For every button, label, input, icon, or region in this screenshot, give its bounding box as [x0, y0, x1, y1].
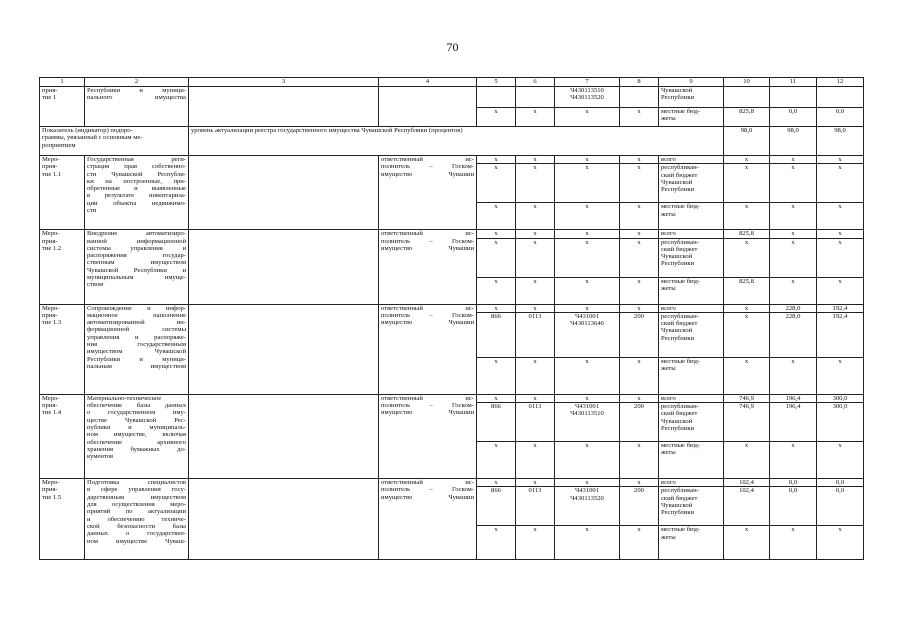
funding-source-cell: республикан- ский бюджет Чувашской Республики — [659, 403, 724, 442]
grbs-cell: 866 — [477, 487, 516, 526]
funding-source-cell: местные бюд- жеты — [659, 203, 724, 230]
column-number: 1 — [40, 78, 85, 87]
rz-cell: x — [516, 203, 555, 230]
vr-cell — [620, 87, 659, 108]
column-number: 3 — [189, 78, 379, 87]
measure-name-cell: Государственная реги- страция прав собственно- сти Чувашской Республи- ки на построенные, при- обретенные и выявленные в результате инвентариза- ции объекты недвижимо- сти — [85, 156, 189, 230]
grbs-cell: x — [477, 357, 516, 394]
column-number: 7 — [555, 78, 620, 87]
measure-empty-cell — [189, 156, 379, 230]
funding-source-cell: всего — [659, 394, 724, 402]
rz-cell: x — [516, 164, 555, 203]
value-2021-cell: x — [817, 156, 864, 164]
table-body — [40, 78, 864, 560]
value-2019-cell: 746,9 — [724, 394, 770, 402]
measure-name-cell: Материально-техническое обеспечение базы данных о государственном иму- ществе Чувашской Рес- публики и муниципаль- ном имуществе, включая обеспечение архивного хранения бумажных до- кументов — [85, 394, 189, 478]
vr-cell: 200 — [620, 403, 659, 442]
funding-source-cell: местные бюд- жеты — [659, 357, 724, 394]
csr-cell: Ч431001 Ч430113520 — [555, 487, 620, 526]
responsible-cell: ответственный ис- полнитель – Госком- имущество Чувашии — [379, 394, 477, 478]
csr-cell: x — [555, 304, 620, 312]
grbs-cell: x — [477, 156, 516, 164]
table-row — [40, 304, 864, 312]
vr-cell: x — [620, 394, 659, 402]
measure-empty-cell — [189, 479, 379, 560]
funding-source-cell: всего — [659, 479, 724, 487]
measure-number-cell: Меро- прия- тие 1.2 — [40, 230, 85, 304]
value-2021-cell: 0,0 — [817, 479, 864, 487]
csr-cell: x — [555, 164, 620, 203]
value-2019-cell: x — [724, 526, 770, 560]
rz-cell: x — [516, 238, 555, 277]
value-2021-cell: 192,4 — [817, 312, 864, 357]
value-2019-cell: 746,9 — [724, 403, 770, 442]
rz-cell: x — [516, 156, 555, 164]
funding-source-cell: местные бюд- жеты — [659, 442, 724, 479]
csr-cell: x — [555, 277, 620, 304]
grbs-cell: x — [477, 442, 516, 479]
value-2020-cell — [770, 87, 817, 108]
value-2020-cell: 196,4 — [770, 403, 817, 442]
csr-cell: x — [555, 479, 620, 487]
page-number: 70 — [446, 40, 459, 54]
funding-source-cell: Чувашской Республики — [659, 87, 724, 108]
funding-source-cell: местные бюд- жеты — [659, 108, 724, 127]
grbs-cell: x — [477, 394, 516, 402]
indicator-2020-cell: 98,0 — [770, 127, 817, 156]
csr-cell: x — [555, 442, 620, 479]
csr-cell: x — [555, 203, 620, 230]
value-2019-cell: x — [724, 304, 770, 312]
value-2019-cell: x — [724, 357, 770, 394]
rz-cell: x — [516, 479, 555, 487]
measure-name-cell: Республики и муници- пального имущества — [85, 87, 189, 127]
value-2020-cell: x — [770, 203, 817, 230]
grbs-cell: 866 — [477, 312, 516, 357]
vr-cell: x — [620, 442, 659, 479]
measure-empty-cell — [189, 394, 379, 478]
funding-source-cell: всего — [659, 230, 724, 238]
budget-table — [39, 77, 864, 560]
value-2020-cell: 228,0 — [770, 312, 817, 357]
rz-cell: x — [516, 394, 555, 402]
vr-cell: x — [620, 277, 659, 304]
value-2020-cell: x — [770, 156, 817, 164]
measure-empty-cell — [189, 87, 379, 127]
value-2020-cell: x — [770, 164, 817, 203]
value-2021-cell: 0,0 — [817, 487, 864, 526]
funding-source-cell: всего — [659, 156, 724, 164]
measure-name-cell: Сопровождение и инфор- мационное наполнение автоматизированной ин- формационной системы управления и распоряже- ния государственным имуществом Чувашской Республики и муници- пальным имуществом — [85, 304, 189, 394]
value-2021-cell: x — [817, 230, 864, 238]
value-2019-cell: 825,8 — [724, 277, 770, 304]
value-2019-cell: 825,8 — [724, 108, 770, 127]
measure-name-cell: Внедрение автоматизиро- ванной информационной системы управления и распоряжения государ- ственным имуществом Чувашской Республики и муниципальным имуще- ством — [85, 230, 189, 304]
value-2019-cell: x — [724, 164, 770, 203]
csr-cell: x — [555, 156, 620, 164]
measure-number-cell: прия- тие 1 — [40, 87, 85, 127]
measure-number-cell: Меро- прия- тие 1.4 — [40, 394, 85, 478]
value-2019-cell: 825,8 — [724, 230, 770, 238]
column-number: 11 — [770, 78, 817, 87]
indicator-label-cell: Показатель (индикатор) подпро- граммы, увязанный с основным ме- роприятием — [40, 127, 189, 156]
responsible-cell: ответственный ис- полнитель – Госком- имущество Чувашии — [379, 479, 477, 560]
vr-cell: x — [620, 203, 659, 230]
measure-name-cell: Подготовка специалистов в сфере управления госу- дарственным имуществом для осуществления меро- приятий по актуализации и обеспечению техниче- ской безопасности базы данных о государствен- ном имуществе Чуваш- — [85, 479, 189, 560]
grbs-cell: x — [477, 277, 516, 304]
column-number: 12 — [817, 78, 864, 87]
responsible-cell — [379, 87, 477, 127]
value-2020-cell: x — [770, 277, 817, 304]
grbs-cell: x — [477, 238, 516, 277]
rz-cell: x — [516, 277, 555, 304]
csr-cell: Ч431001 Ч430113640 — [555, 312, 620, 357]
value-2021-cell: x — [817, 238, 864, 277]
value-2020-cell: x — [770, 238, 817, 277]
rz-cell: x — [516, 442, 555, 479]
value-2020-cell: x — [770, 526, 817, 560]
measure-empty-cell — [189, 230, 379, 304]
grbs-cell: x — [477, 304, 516, 312]
value-2021-cell: x — [817, 526, 864, 560]
value-2019-cell — [724, 87, 770, 108]
csr-cell: Ч430113510 Ч430113520 — [555, 87, 620, 108]
table-row — [40, 394, 864, 402]
value-2019-cell: x — [724, 156, 770, 164]
table-row — [40, 479, 864, 487]
grbs-cell — [477, 87, 516, 108]
funding-source-cell: республикан- ский бюджет Чувашской Республики — [659, 487, 724, 526]
value-2020-cell: 0,0 — [770, 479, 817, 487]
vr-cell: x — [620, 357, 659, 394]
value-2020-cell: x — [770, 357, 817, 394]
grbs-cell: x — [477, 164, 516, 203]
csr-cell: x — [555, 238, 620, 277]
rz-cell: x — [516, 304, 555, 312]
value-2021-cell: x — [817, 357, 864, 394]
funding-source-cell: местные бюд- жеты — [659, 277, 724, 304]
vr-cell: x — [620, 108, 659, 127]
value-2019-cell: x — [724, 203, 770, 230]
value-2019-cell: x — [724, 312, 770, 357]
column-number: 6 — [516, 78, 555, 87]
funding-source-cell: республикан- ский бюджет Чувашской Республики — [659, 238, 724, 277]
value-2020-cell: x — [770, 442, 817, 479]
measure-number-cell: Меро- прия- тие 1.5 — [40, 479, 85, 560]
table-row — [40, 156, 864, 164]
value-2020-cell: x — [770, 230, 817, 238]
rz-cell: x — [516, 108, 555, 127]
vr-cell: x — [620, 238, 659, 277]
vr-cell: x — [620, 156, 659, 164]
rz-cell: x — [516, 526, 555, 560]
table-row — [40, 87, 864, 108]
vr-cell: x — [620, 164, 659, 203]
column-number: 10 — [724, 78, 770, 87]
responsible-cell: ответственный ис- полнитель – Госком- имущество Чувашии — [379, 156, 477, 230]
table-row — [40, 230, 864, 238]
value-2021-cell — [817, 87, 864, 108]
rz-cell: 0113 — [516, 487, 555, 526]
grbs-cell: 866 — [477, 403, 516, 442]
value-2021-cell: 192,4 — [817, 304, 864, 312]
rz-cell: 0113 — [516, 403, 555, 442]
column-number: 5 — [477, 78, 516, 87]
csr-cell: x — [555, 108, 620, 127]
value-2021-cell: x — [817, 277, 864, 304]
vr-cell: x — [620, 304, 659, 312]
measure-empty-cell — [189, 304, 379, 394]
value-2020-cell: 0,0 — [770, 487, 817, 526]
grbs-cell: x — [477, 479, 516, 487]
funding-source-cell: местные бюд- жеты — [659, 526, 724, 560]
vr-cell: x — [620, 479, 659, 487]
value-2021-cell: 0,0 — [817, 108, 864, 127]
indicator-row — [40, 127, 864, 156]
value-2019-cell: 102,4 — [724, 479, 770, 487]
value-2021-cell: x — [817, 442, 864, 479]
value-2019-cell: 102,4 — [724, 487, 770, 526]
rz-cell — [516, 87, 555, 108]
value-2020-cell: 0,0 — [770, 108, 817, 127]
grbs-cell: x — [477, 203, 516, 230]
value-2020-cell: 196,4 — [770, 394, 817, 402]
indicator-text-cell: уровень актуализации реестра государственного имущества Чувашской Республики (процентов) — [189, 127, 724, 156]
column-number: 9 — [659, 78, 724, 87]
vr-cell: 200 — [620, 312, 659, 357]
value-2019-cell: x — [724, 442, 770, 479]
vr-cell: x — [620, 230, 659, 238]
rz-cell: x — [516, 357, 555, 394]
grbs-cell: x — [477, 526, 516, 560]
value-2020-cell: 228,0 — [770, 304, 817, 312]
funding-source-cell: республикан- ский бюджет Чувашской Республики — [659, 312, 724, 357]
column-number-row — [40, 78, 864, 87]
grbs-cell: x — [477, 108, 516, 127]
vr-cell: x — [620, 526, 659, 560]
responsible-cell: ответственный ис- полнитель – Госком- имущество Чувашии — [379, 230, 477, 304]
grbs-cell: x — [477, 230, 516, 238]
funding-source-cell: всего — [659, 304, 724, 312]
funding-source-cell: республикан- ский бюджет Чувашской Республики — [659, 164, 724, 203]
csr-cell: x — [555, 526, 620, 560]
column-number: 2 — [85, 78, 189, 87]
rz-cell: 0113 — [516, 312, 555, 357]
measure-number-cell: Меро- прия- тие 1.1 — [40, 156, 85, 230]
indicator-2019-cell: 98,0 — [724, 127, 770, 156]
column-number: 4 — [379, 78, 477, 87]
csr-cell: Ч431001 Ч430113510 — [555, 403, 620, 442]
vr-cell: 200 — [620, 487, 659, 526]
csr-cell: x — [555, 357, 620, 394]
value-2021-cell: x — [817, 164, 864, 203]
value-2019-cell: x — [724, 238, 770, 277]
measure-number-cell: Меро- прия- тие 1.3 — [40, 304, 85, 394]
csr-cell: x — [555, 230, 620, 238]
column-number: 8 — [620, 78, 659, 87]
value-2021-cell: x — [817, 203, 864, 230]
indicator-2021-cell: 98,0 — [817, 127, 864, 156]
value-2021-cell: 300,0 — [817, 403, 864, 442]
rz-cell: x — [516, 230, 555, 238]
value-2021-cell: 300,0 — [817, 394, 864, 402]
responsible-cell: ответственный ис- полнитель – Госком- имущество Чувашии — [379, 304, 477, 394]
csr-cell: x — [555, 394, 620, 402]
